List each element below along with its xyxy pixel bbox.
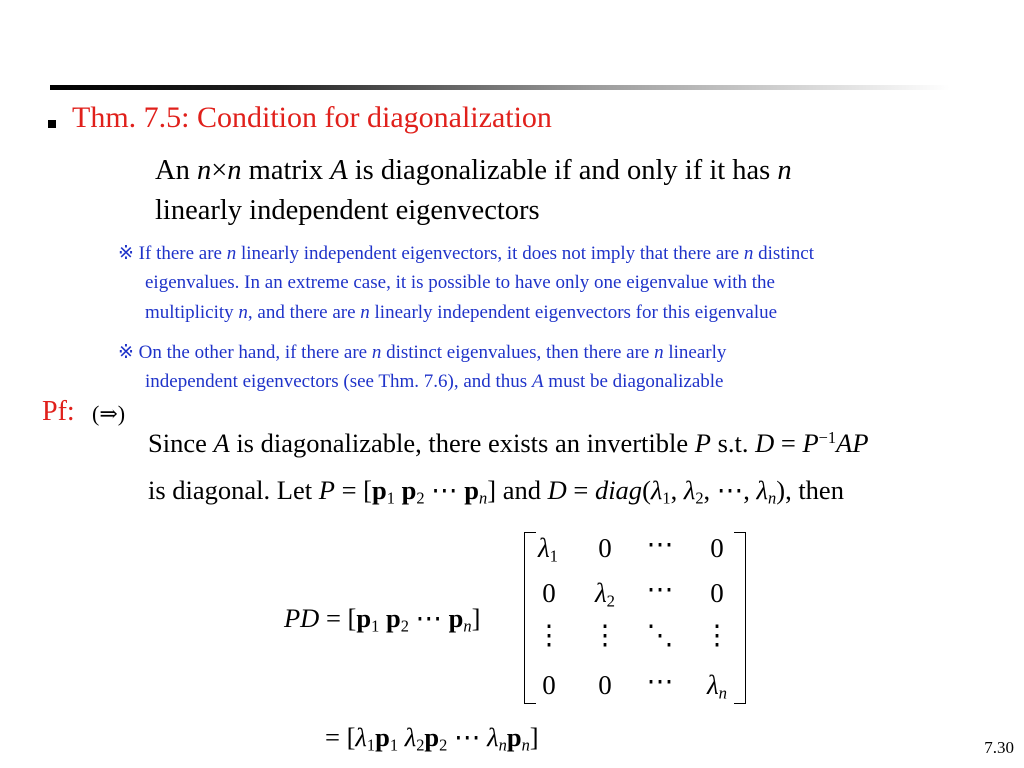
title-underline	[50, 85, 950, 90]
theorem-statement-line1: An n×n matrix A is diagonalizable if and only if it has n	[155, 155, 792, 186]
matrix-cell-r1c1: $\lambda_1$	[537, 533, 559, 566]
matrix-cell-r2c1: 0	[542, 578, 556, 608]
matrix-cell-r2c4: 0	[710, 578, 724, 608]
matrix-cell-r1c2: 0	[598, 533, 612, 563]
note1-line1: ※ If there are n linearly independent eigenvectors, it does not imply that there are n distinct	[118, 243, 815, 264]
note2-line1: ※ On the other hand, if there are n distinct eigenvalues, then there are n linearly	[118, 342, 727, 363]
note1-line2: eigenvalues. In an extreme case, it is possible to have only one eigenvalue with the	[145, 272, 775, 293]
theorem-title: Thm. 7.5: Condition for diagonalization	[72, 101, 552, 134]
matrix-cell-r3c2: ⋮	[591, 620, 619, 650]
matrix-cell-r4c2: 0	[598, 670, 612, 700]
matrix-cell-r3c3: ⋱	[646, 620, 674, 650]
proof-label: Pf:	[42, 396, 75, 427]
pd-equation: PD = [$p_1$ $p_2$ ⋯ $p_n$]	[284, 603, 481, 636]
result-equation: = [$\lambda_1p_1$ $\lambda_2p_2$ ⋯ $\lambda_np_n$]	[325, 722, 539, 755]
matrix-cell-r2c3: ⋯	[646, 574, 674, 604]
matrix-cell-r2c2: $\lambda_2$	[594, 578, 616, 611]
matrix-cell-r1c3: ⋯	[646, 529, 674, 559]
proof-line1: Since A is diagonalizable, there exists an invertible P s.t. $D = P^{-1}AP$	[148, 427, 869, 458]
matrix-cell-r4c1: 0	[542, 670, 556, 700]
theorem-statement-line2: linearly independent eigenvectors	[155, 195, 540, 226]
proof-line2: is diagonal. Let $P = [p_1$ $p_2$ ⋯ $p_n$] and $D = diag(\lambda_1$, $\lambda_2$, ⋯, $\lambda_n$), then	[148, 475, 844, 508]
matrix-cell-r3c1: ⋮	[535, 620, 563, 650]
matrix-cell-r4c3: ⋯	[646, 666, 674, 696]
page-number: 7.30	[984, 738, 1014, 757]
matrix-cell-r4c4: $\lambda_n$	[706, 670, 728, 703]
proof-direction: (⇒)	[92, 401, 126, 426]
note1-line3: multiplicity n, and there are n linearly independent eigenvectors for this eigenvalue	[145, 302, 778, 323]
matrix-cell-r3c4: ⋮	[703, 620, 731, 650]
note2-line2: independent eigenvectors (see Thm. 7.6), and thus A must be diagonalizable	[145, 371, 724, 392]
matrix-cell-r1c4: 0	[710, 533, 724, 563]
bullet-marker	[48, 120, 56, 128]
